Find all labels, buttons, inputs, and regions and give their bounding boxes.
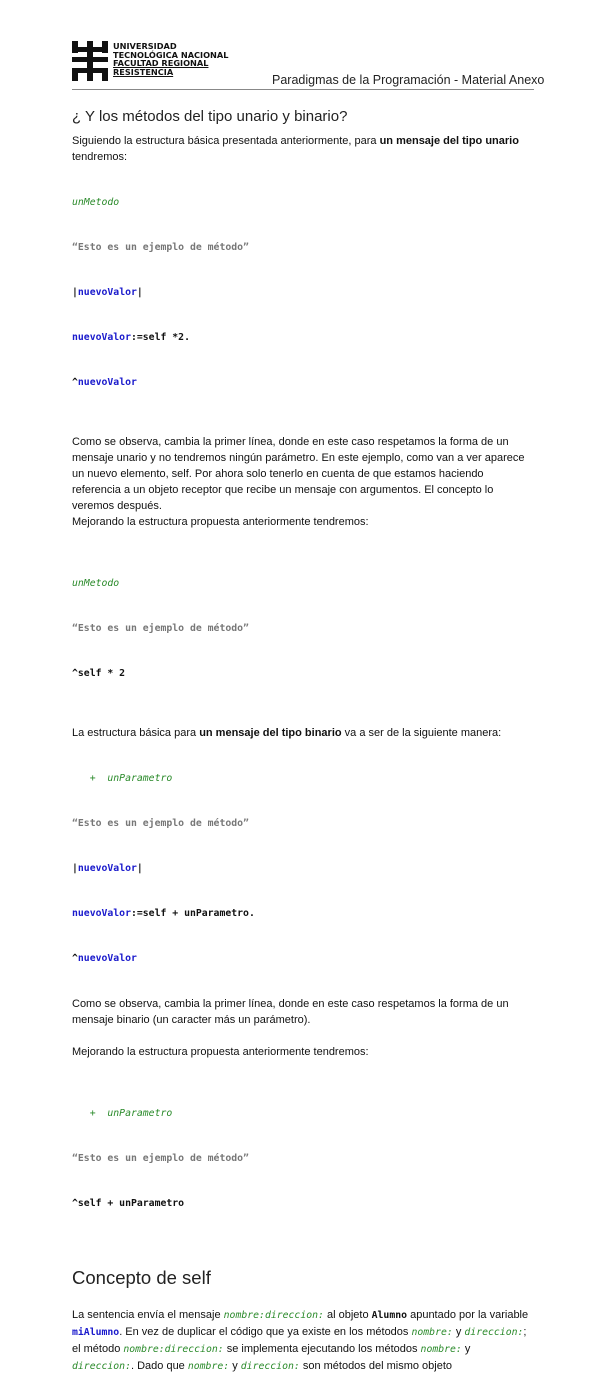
institution-name: UNIVERSIDAD TECNOLÓGICA NACIONAL FACULTAD REGIONAL RESISTENCIA <box>113 41 229 77</box>
paragraph: Como se observa, cambia la primer línea, donde en este caso respetamos la forma de un mensaje unario y no tendremos ningún parámetro. En este ejemplo, como van a ver aparece un nuevo elemento, self. Por ahora solo tenerlo en cuenta de que estamos haciendo referencia a un objeto receptor que recibe un mensaje con argumentos. El concepto lo veremos después. <box>72 436 525 512</box>
paragraph: Mejorando la estructura propuesta anteriormente tendremos: <box>72 1046 369 1058</box>
header-title: Paradigmas de la Programación - Material Anexo <box>272 73 545 87</box>
section-heading: ¿ Y los métodos del tipo unario y binario? <box>72 108 348 125</box>
header-divider <box>72 89 534 90</box>
section-heading: Concepto de self <box>72 1267 211 1288</box>
paragraph: Mejorando la estructura propuesta anteriormente tendremos: <box>72 516 369 528</box>
paragraph: Siguiendo la estructura básica presentada anteriormente, para un mensaje del tipo unario tendremos: <box>72 135 519 163</box>
paragraph: La estructura básica para un mensaje del tipo binario va a ser de la siguiente manera: <box>72 727 502 739</box>
paragraph: Como se observa, cambia la primer línea, donde en este caso respetamos la forma de un mensaje binario (un caracter más un parámetro). <box>72 998 509 1026</box>
page-content <box>72 108 534 1375</box>
code-block: + unParametro “Esto es un ejemplo de método” ^self + unParametro <box>72 1108 249 1209</box>
utn-logo <box>72 41 108 81</box>
code-block: unMetodo “Esto es un ejemplo de método” |nuevoValor| nuevoValor:=self *2. ^nuevoValor <box>72 197 249 388</box>
paragraph: La sentencia envía el mensaje nombre:direccion: al objeto Alumno apuntado por la variable miAlumno. En vez de duplicar el código que ya existe en los métodos nombre: y direccion:; el método nombre:direccion: se implementa ejecutando los métodos nombre: y direccion:. Dado que nombre: y direccion: son métodos del mismo objeto <box>72 1309 529 1372</box>
code-block: unMetodo “Esto es un ejemplo de método” ^self * 2 <box>72 578 249 679</box>
code-block: + unParametro “Esto es un ejemplo de método” |nuevoValor| nuevoValor:=self + unParametro. ^nuevoValor <box>72 773 255 964</box>
